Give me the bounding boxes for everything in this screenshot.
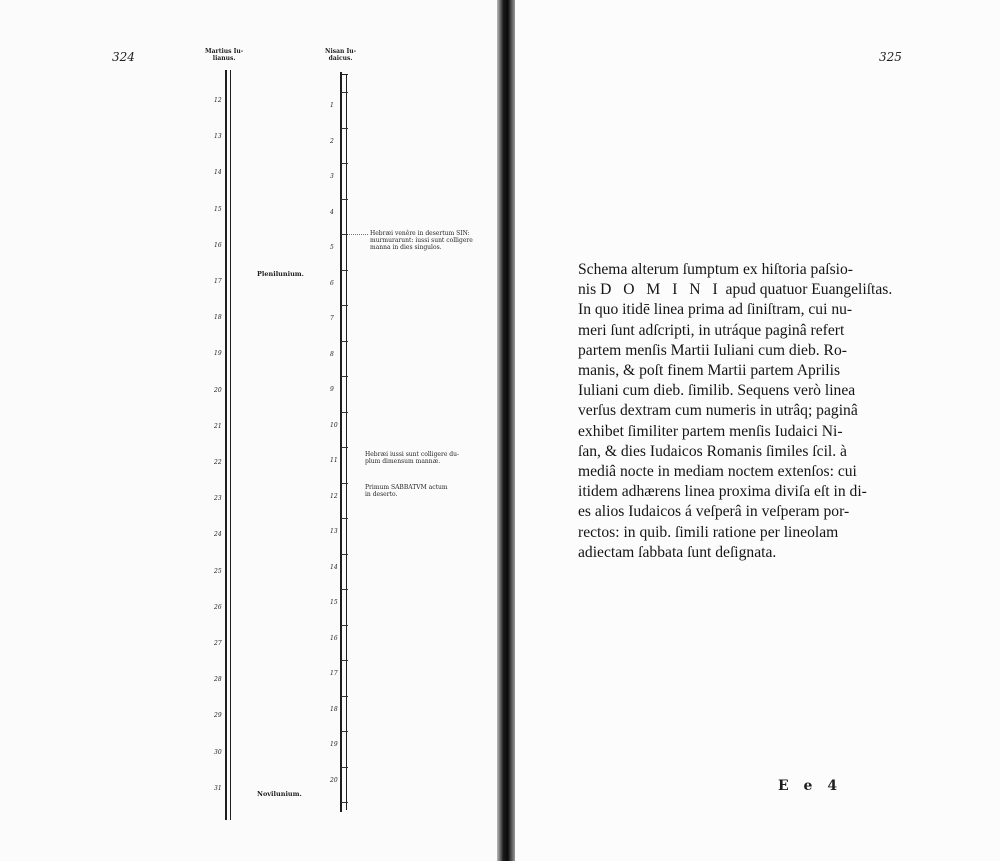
- roman-day-number: 19: [214, 350, 222, 358]
- jewish-day-tick: [341, 270, 348, 271]
- jewish-day-number: 13: [330, 528, 338, 535]
- paragraph-line: nis D O M I N I apud quatuor Euangeliſtas.: [578, 281, 893, 299]
- jewish-day-number: 5: [330, 244, 334, 251]
- jewish-day-number: 15: [330, 599, 338, 606]
- paragraph-line: exhibet ſimiliter partem menſis Iudaici Ni-: [578, 422, 843, 440]
- jewish-day-tick: [341, 483, 348, 484]
- roman-day-number: 13: [214, 133, 222, 141]
- jewish-month-header: Nisan Iu- daicus.: [325, 48, 357, 62]
- roman-day-number: 28: [214, 676, 222, 684]
- jewish-day-number: 7: [330, 315, 334, 322]
- jewish-day-tick: [341, 412, 348, 413]
- jewish-day-tick: [341, 767, 348, 768]
- jewish-day-number: 2: [330, 137, 334, 145]
- paragraph-line: partem menſis Martii Iuliani cum dieb. Ro-: [578, 341, 847, 359]
- jewish-day-number: 4: [330, 208, 334, 216]
- paragraph-line: rectos: in quib. ſimili ratione per lineolam: [578, 523, 839, 541]
- jewish-rule-outer: [340, 72, 342, 812]
- jewish-day-tick: [341, 802, 348, 803]
- roman-day-number: 20: [214, 386, 222, 394]
- note-1-leader: [349, 234, 368, 235]
- jewish-day-tick: [341, 554, 348, 555]
- paragraph-line: mediâ nocte in mediam noctem extenſos: cui: [578, 463, 857, 481]
- jewish-day-tick: [341, 625, 348, 626]
- jewish-day-number: 1: [330, 102, 334, 109]
- book-gutter: [497, 0, 515, 861]
- paragraph-line: es alios Iudaicos á veſperâ in veſperam por-: [578, 503, 850, 521]
- roman-rule-inner: [230, 70, 231, 820]
- roman-day-number: 31: [214, 784, 222, 792]
- full-moon-label: Plenilunium.: [257, 270, 304, 278]
- jewish-day-number: 17: [330, 670, 338, 677]
- jewish-day-number: 8: [330, 350, 334, 358]
- roman-day-number: 15: [214, 205, 222, 213]
- jewish-day-number: 9: [330, 386, 334, 393]
- paragraph-line: ſan, & dies Iudaicos Romanis ſimiles ſcil. à: [578, 442, 847, 460]
- jewish-day-number: 14: [330, 563, 338, 571]
- jewish-rule-inner: [346, 75, 347, 810]
- paragraph-line: itidem adhærens linea proxima diviſa eſt in di-: [578, 483, 867, 501]
- jewish-day-number: 6: [330, 279, 334, 287]
- jewish-day-tick: [341, 696, 348, 697]
- roman-day-number: 29: [214, 712, 222, 720]
- roman-rule-outer: [225, 70, 227, 820]
- paragraph-line: Schema alterum ſumptum ex hiſtoria paſsio-: [578, 261, 853, 278]
- jewish-day-tick: [341, 660, 348, 661]
- jewish-day-tick: [341, 518, 348, 519]
- left-page-number: 324: [112, 50, 135, 64]
- roman-day-number: 30: [214, 748, 222, 756]
- jewish-day-tick: [341, 92, 348, 93]
- jewish-day-number: 10: [330, 421, 338, 429]
- paragraph-line: meri ſunt adſcripti, in utráque paginâ refert: [578, 321, 845, 339]
- jewish-day-number: 16: [330, 634, 338, 642]
- jewish-day-tick: [341, 341, 348, 342]
- jewish-day-tick: [341, 589, 348, 590]
- paragraph-line: adiectam ſabbata ſunt deſignata.: [578, 543, 777, 561]
- note-desert-sin: Hebræi venêre in desertum SIN: murmurarunt: iussi sunt colligere manna in dies singulos.: [370, 230, 473, 251]
- jewish-day-number: 20: [330, 776, 338, 784]
- jewish-day-number: 18: [330, 705, 338, 713]
- jewish-day-number: 19: [330, 741, 338, 748]
- jewish-rule-cap: [342, 74, 348, 75]
- right-page-number: 325: [879, 50, 902, 64]
- signature-mark: E e 4: [778, 778, 843, 794]
- jewish-day-tick: [341, 234, 348, 235]
- note-first-sabbath: Primum SABBATVM actum in deserto.: [365, 484, 448, 498]
- jewish-day-tick: [341, 376, 348, 377]
- jewish-day-number: 12: [330, 492, 338, 500]
- roman-day-number: 27: [214, 640, 222, 647]
- paragraph-line: manis, & poſt finem Martii partem Aprilis: [578, 362, 841, 380]
- jewish-day-tick: [341, 447, 348, 448]
- note-double-manna: Hebræi iussi sunt colligere du- plum dimensum mannæ.: [365, 451, 460, 465]
- roman-day-number: 24: [214, 531, 222, 539]
- jewish-day-tick: [341, 305, 348, 306]
- new-moon-label: Novilunium.: [257, 790, 302, 798]
- roman-day-number: 23: [214, 495, 222, 503]
- jewish-day-number: 11: [330, 457, 338, 464]
- jewish-day-tick: [341, 163, 348, 164]
- jewish-day-tick: [341, 199, 348, 200]
- paragraph-line: In quo itidē linea prima ad ſiniſtram, cui nu-: [578, 301, 853, 319]
- jewish-day-tick: [341, 731, 348, 732]
- roman-day-number: 26: [214, 603, 222, 611]
- roman-day-number: 25: [214, 567, 222, 575]
- paragraph-line: Iuliani cum dieb. ſimilib. Sequens verò linea: [578, 382, 856, 400]
- roman-day-number: 18: [214, 314, 222, 322]
- description-paragraph: [578, 260, 918, 563]
- roman-day-number: 21: [214, 422, 222, 430]
- roman-day-number: 16: [214, 241, 222, 249]
- paragraph-line: verſus dextram cum numeris in utrâq; paginâ: [578, 402, 858, 420]
- left-page: [0, 0, 497, 861]
- roman-day-number: 14: [214, 169, 222, 177]
- roman-day-number: 17: [214, 278, 222, 285]
- jewish-day-tick: [341, 128, 348, 129]
- roman-day-number: 22: [214, 459, 222, 466]
- roman-month-header: Martius Iu- lianus.: [205, 48, 244, 62]
- roman-day-number: 12: [214, 97, 222, 104]
- jewish-day-number: 3: [330, 173, 334, 180]
